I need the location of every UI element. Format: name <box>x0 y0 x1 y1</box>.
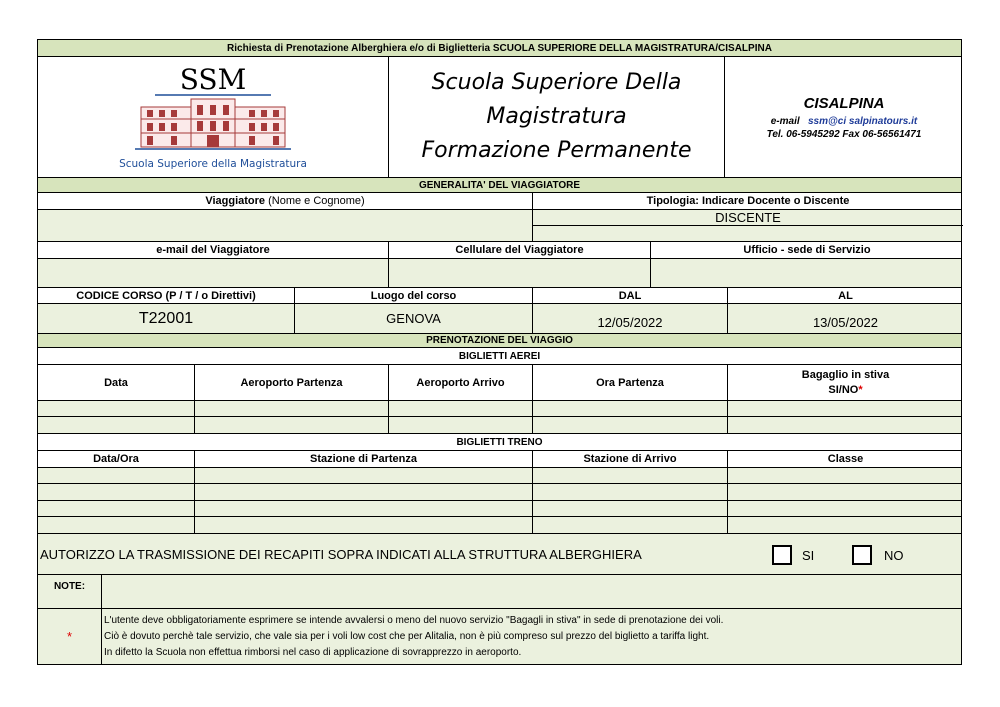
notes-field[interactable] <box>102 575 963 608</box>
train-header-departure-station: Stazione di Partenza <box>195 451 533 467</box>
school-title-line1: Scuola Superiore Della <box>431 70 682 95</box>
from-date-label: DAL <box>533 288 728 303</box>
to-date-label: AL <box>838 289 853 302</box>
disclaimer-row <box>38 609 961 664</box>
contact-labels-row <box>38 242 961 259</box>
air-baggage-cell[interactable] <box>728 401 963 416</box>
agency-email-label: e-mail <box>770 115 800 127</box>
authorize-yes-checkbox[interactable] <box>772 545 792 565</box>
air-row <box>38 417 961 434</box>
train-header-row <box>38 451 961 468</box>
train-header-arrival-station: Stazione di Arrivo <box>533 451 728 467</box>
train-class-cell[interactable] <box>728 468 963 483</box>
train-row <box>38 484 961 501</box>
air-time-cell[interactable] <box>533 417 728 433</box>
traveler-type-extra <box>533 225 963 241</box>
train-departure-cell[interactable] <box>195 468 533 483</box>
agency-contacts: Tel. 06-5945292 Fax 06-56561471 <box>766 128 922 140</box>
traveler-name-label: Viaggiatore (Nome e Cognome) <box>38 193 533 209</box>
notes-row <box>38 575 961 609</box>
train-tickets-title-row <box>38 434 961 451</box>
baggage-asterisk: * <box>858 383 863 396</box>
from-date-value[interactable]: 12/05/2022 <box>533 304 728 333</box>
train-departure-cell[interactable] <box>195 484 533 500</box>
logo-letters: SSM <box>179 63 247 96</box>
phone-label: Cellulare del Viaggiatore <box>389 242 651 258</box>
train-datetime-cell[interactable] <box>38 468 195 483</box>
email-label: e-mail del Viaggiatore <box>38 242 389 258</box>
traveler-type-value[interactable]: DISCENTE <box>715 210 781 225</box>
school-title-line2: Magistratura <box>486 104 627 129</box>
traveler-type-label: Tipologia: Indicare Docente o Discente <box>646 195 850 207</box>
ssm-logo-image <box>83 61 343 173</box>
air-arrival-cell[interactable] <box>389 417 533 433</box>
to-date-value[interactable]: 13/05/2022 <box>812 315 879 330</box>
school-title <box>389 57 725 177</box>
course-labels-row <box>38 288 961 304</box>
booking-section-title: PRENOTAZIONE DEL VIAGGIO <box>426 335 573 346</box>
traveler-values-row <box>38 210 961 242</box>
train-datetime-cell[interactable] <box>38 484 195 500</box>
train-departure-cell[interactable] <box>195 517 533 533</box>
train-arrival-cell[interactable] <box>533 517 728 533</box>
contact-values-row <box>38 259 961 288</box>
train-departure-cell[interactable] <box>195 501 533 516</box>
air-baggage-cell[interactable] <box>728 417 963 433</box>
authorize-no-checkbox[interactable] <box>852 545 872 565</box>
school-title-line3: Formazione Permanente <box>421 138 692 163</box>
air-header-departure-time: Ora Partenza <box>533 365 728 400</box>
air-header-departure-airport: Aeroporto Partenza <box>195 365 389 400</box>
air-departure-cell[interactable] <box>195 401 389 416</box>
form-title-bar <box>38 40 961 57</box>
traveler-name-field[interactable] <box>38 210 533 241</box>
air-time-cell[interactable] <box>533 401 728 416</box>
air-tickets-title: BIGLIETTI AEREI <box>458 350 541 362</box>
agency-block <box>725 57 963 177</box>
ssm-logo <box>38 57 389 177</box>
disclaimer-text <box>102 609 963 664</box>
air-departure-cell[interactable] <box>195 417 389 433</box>
agency-email[interactable]: ssm@ci salpinatours.it <box>808 115 918 127</box>
form-title: Richiesta di Prenotazione Alberghiera e/o di Biglietteria SCUOLA SUPERIORE DELLA MAGISTRATURA/CISALPINA <box>227 42 772 54</box>
train-header-datetime: Data/Ora <box>38 451 195 467</box>
air-date-cell[interactable] <box>38 417 195 433</box>
email-field[interactable] <box>38 259 389 287</box>
train-arrival-cell[interactable] <box>533 501 728 516</box>
air-arrival-cell[interactable] <box>389 401 533 416</box>
office-label: Ufficio - sede di Servizio <box>743 244 871 256</box>
air-header-date: Data <box>38 365 195 400</box>
disclaimer-line: Ciò è dovuto perchè tale servizio, che vale sia per i voli low cost che per Alitalia, non è più compreso sul prezzo del biglietto a tariffa light. <box>104 630 710 642</box>
disclaimer-asterisk: * <box>38 609 102 664</box>
authorize-no-label: NO <box>884 547 904 563</box>
train-datetime-cell[interactable] <box>38 517 195 533</box>
disclaimer-line: L'utente deve obbligatoriamente esprimere se intende avvalersi o meno del nuovo servizio "Bagagli in stiva" in sede di prenotazione dei voli. <box>104 614 724 626</box>
train-arrival-cell[interactable] <box>533 468 728 483</box>
course-code-label: CODICE CORSO (P / T / o Direttivi) <box>38 288 295 303</box>
office-field[interactable] <box>651 259 963 287</box>
air-header-baggage: Bagaglio in stiva SI/NO* <box>801 368 890 396</box>
train-row <box>38 501 961 517</box>
train-header-class: Classe <box>827 453 864 465</box>
train-class-cell[interactable] <box>728 501 963 516</box>
traveler-section-bar <box>38 178 961 193</box>
authorization-text: AUTORIZZO LA TRASMISSIONE DEI RECAPITI SOPRA INDICATI ALLA STRUTTURA ALBERGHIERA <box>40 546 642 562</box>
air-header-arrival-airport: Aeroporto Arrivo <box>389 365 533 400</box>
authorize-yes-label: SI <box>802 547 815 563</box>
agency-name: CISALPINA <box>803 94 885 112</box>
booking-section-bar <box>38 334 961 348</box>
authorization-row <box>38 534 961 575</box>
air-header-row <box>38 365 961 401</box>
air-row <box>38 401 961 417</box>
header-row <box>38 57 961 178</box>
train-arrival-cell[interactable] <box>533 484 728 500</box>
traveler-labels-row <box>38 193 961 210</box>
course-place-label: Luogo del corso <box>295 288 533 303</box>
course-values-row <box>38 304 961 334</box>
logo-caption: Scuola Superiore della Magistratura <box>119 158 307 170</box>
booking-form <box>37 39 962 665</box>
disclaimer-line: In difetto la Scuola non effettua rimborsi nel caso di applicazione di sovrapprezzo in aeroporto. <box>104 646 522 658</box>
train-class-cell[interactable] <box>728 484 963 500</box>
train-row <box>38 468 961 484</box>
notes-label: NOTE: <box>38 575 102 608</box>
train-class-cell[interactable] <box>728 517 963 533</box>
course-place-value[interactable]: GENOVA <box>295 304 533 333</box>
traveler-section-title: GENERALITA' DEL VIAGGIATORE <box>418 179 581 191</box>
train-datetime-cell[interactable] <box>38 501 195 516</box>
air-tickets-title-row <box>38 348 961 365</box>
train-row <box>38 517 961 534</box>
train-tickets-title: BIGLIETTI TRENO <box>456 436 543 448</box>
phone-field[interactable] <box>389 259 651 287</box>
air-date-cell[interactable] <box>38 401 195 416</box>
course-code-value[interactable]: T22001 <box>38 304 295 333</box>
